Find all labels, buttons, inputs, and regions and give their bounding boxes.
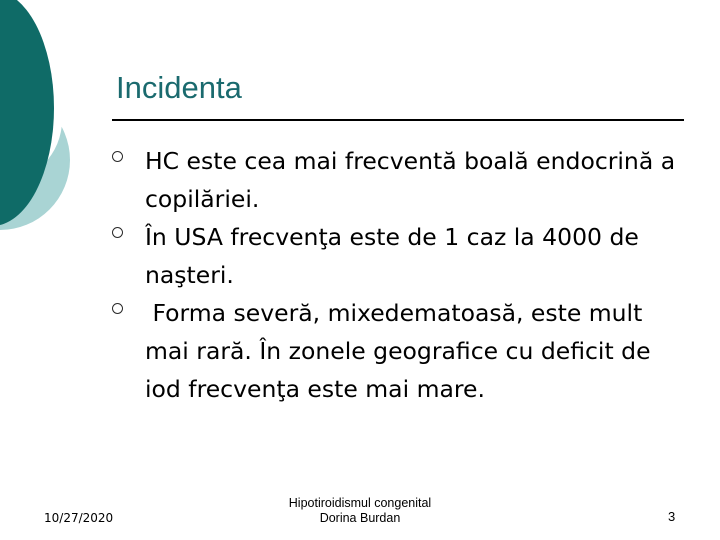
- bullet-item: [112, 218, 682, 294]
- bullet-text: În USA frecvenţa este de 1 caz la 4000 de naşteri.: [145, 223, 639, 289]
- bullet-item: [112, 142, 682, 218]
- page-number: 3: [668, 509, 676, 524]
- title-divider: [112, 119, 684, 121]
- bullet-text: HC este cea mai frecventă boală endocrină a copilăriei.: [145, 147, 676, 213]
- slide-title: Incidenta: [116, 70, 242, 105]
- footer-date: 10/27/2020: [44, 511, 114, 525]
- hollow-circle-bullet-icon: [112, 227, 123, 238]
- bullet-item: [112, 294, 682, 408]
- hollow-circle-bullet-icon: [112, 303, 123, 314]
- corner-decoration: [0, 0, 120, 300]
- footer-title: [235, 496, 485, 526]
- footer-author-line: Dorina Burdan: [319, 511, 401, 525]
- bullet-list: [112, 142, 682, 408]
- hollow-circle-bullet-icon: [112, 151, 123, 162]
- footer-title-line: Hipotiroidismul congenital: [288, 496, 432, 510]
- bullet-text: Forma severă, mixedematoasă, este mult mai rară. În zonele geografice cu deficit de iod frecvenţa este mai mare.: [145, 299, 659, 403]
